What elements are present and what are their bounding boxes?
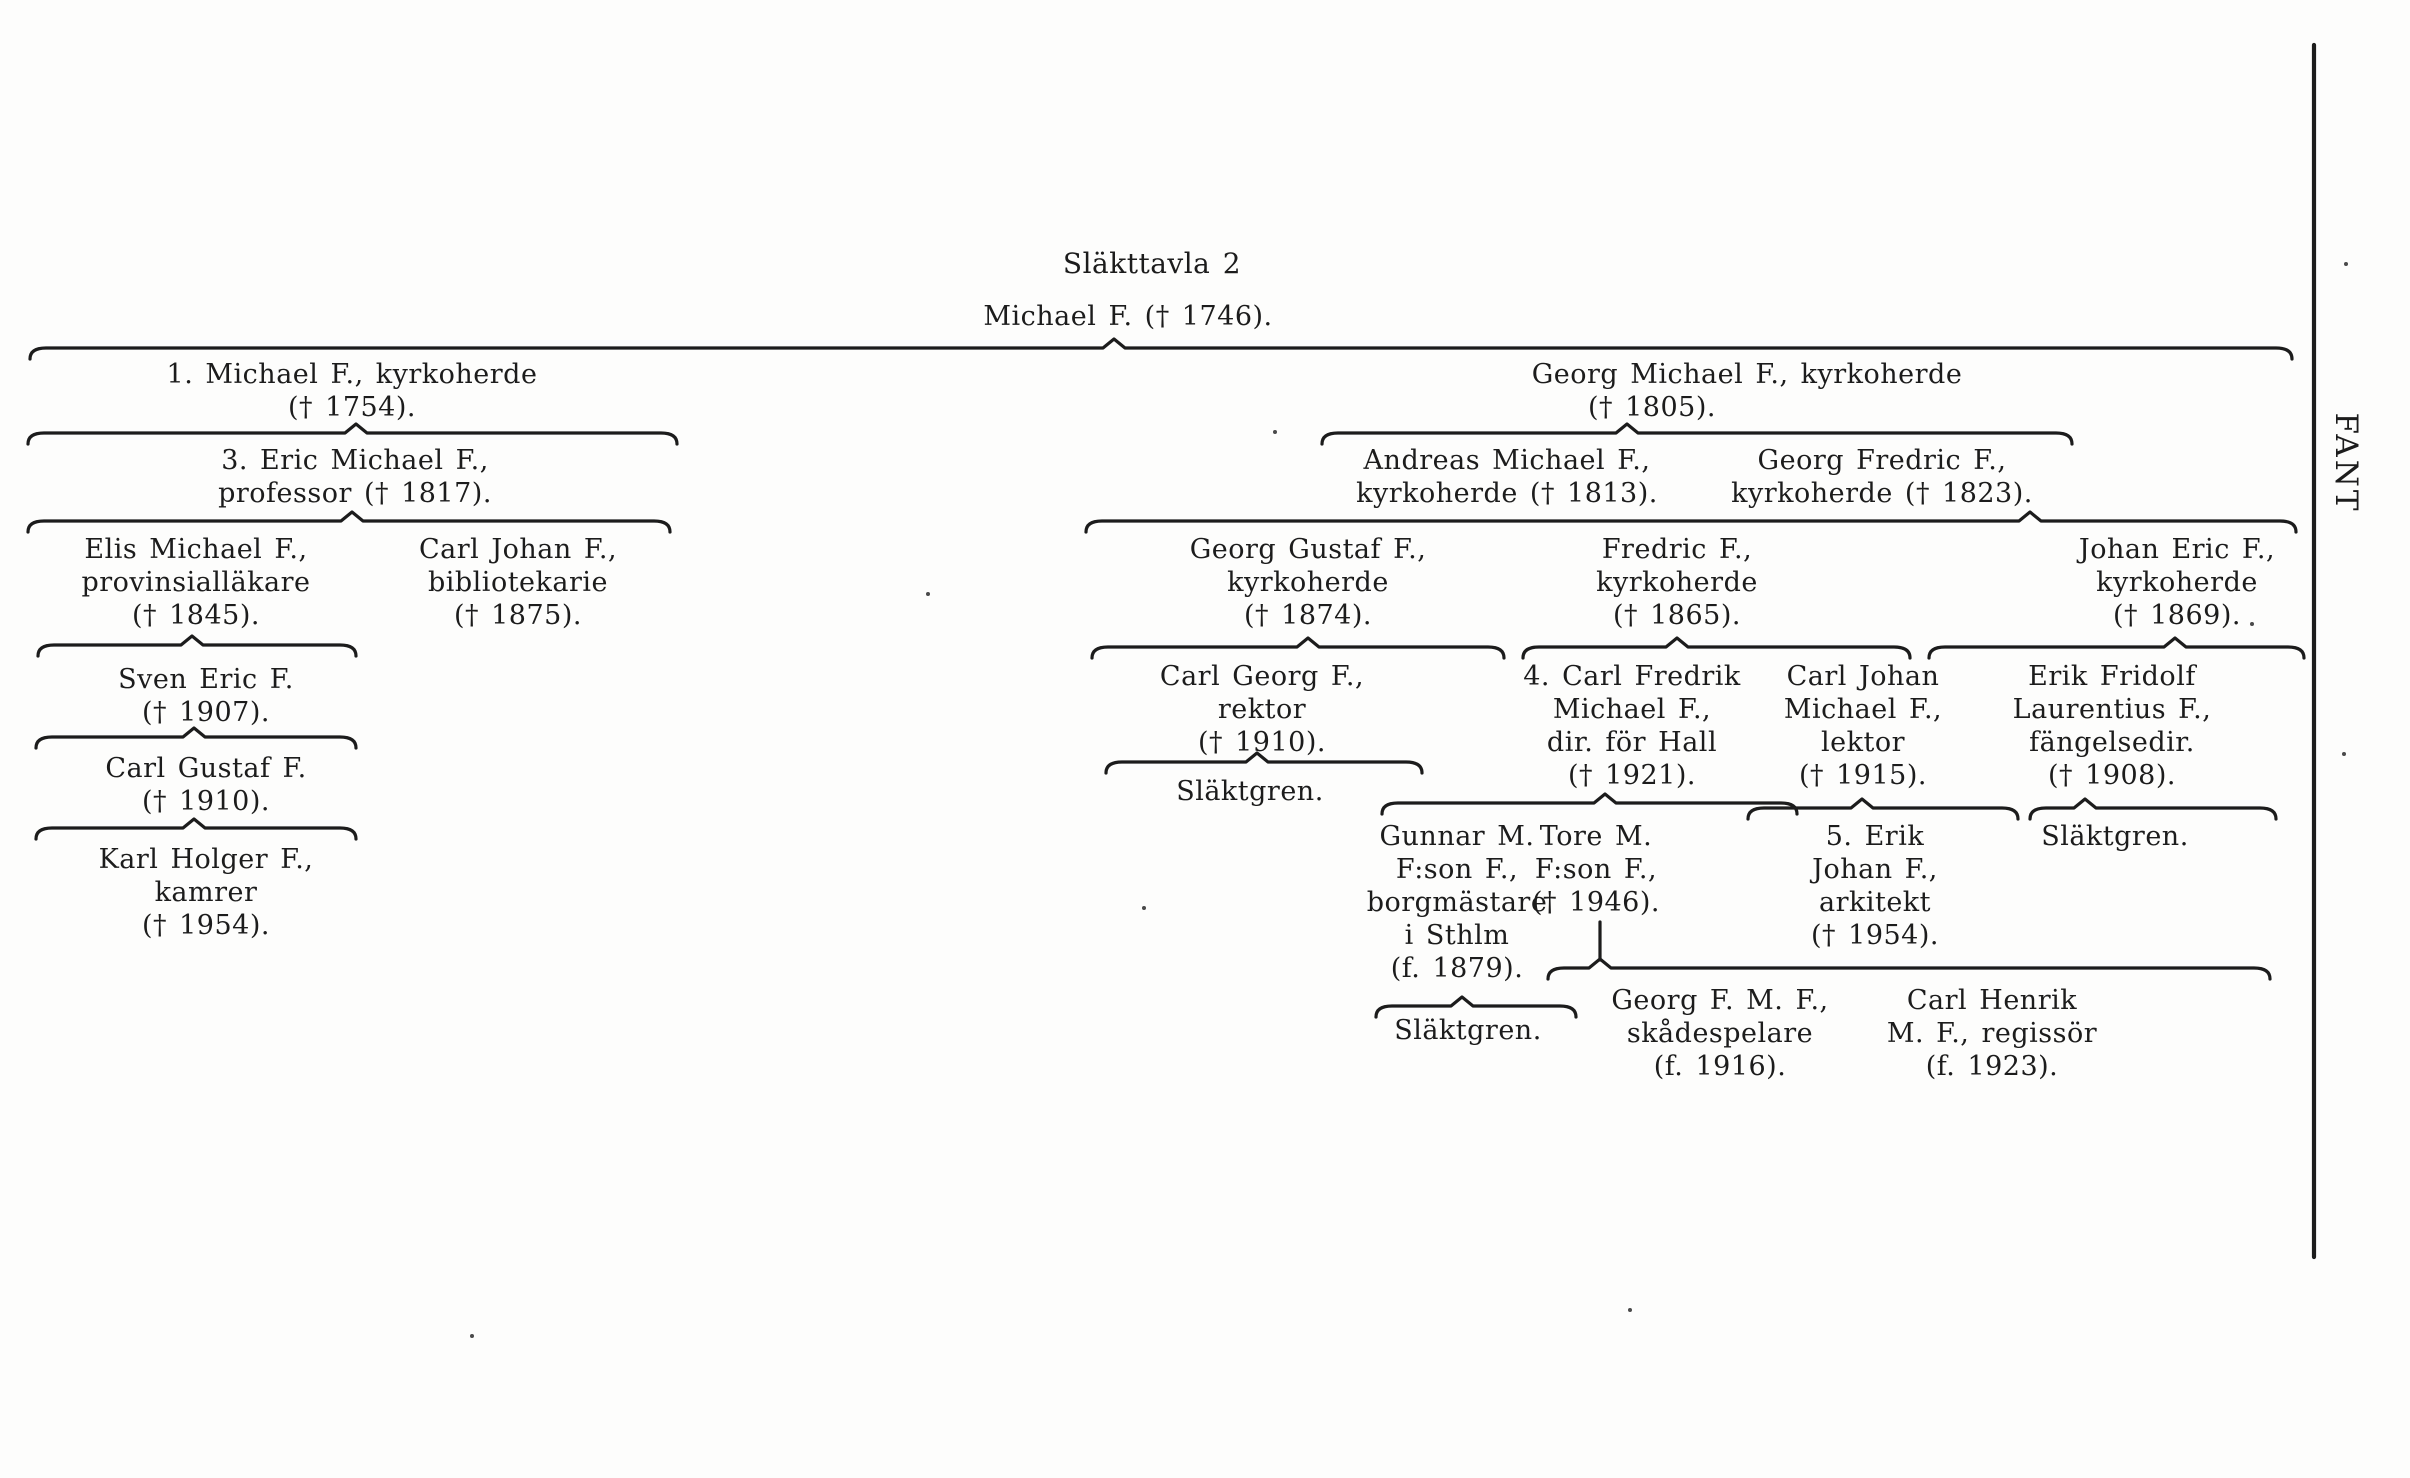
brace-sven-eric-1907 — [36, 728, 356, 748]
brace-tore-children — [1548, 959, 2270, 979]
page-title — [1063, 247, 1241, 280]
node-fredric-f-1865: Fredric F., kyrkoherde († 1865). — [1596, 534, 1758, 631]
node-carl-georg-f-1910: Carl Georg F., rektor († 1910). — [1159, 661, 1365, 758]
brace-johan-eric-1869 — [1929, 638, 2304, 658]
node-carl-johan-f-1875: Carl Johan F., bibliotekarie († 1875). — [418, 534, 618, 631]
brace-erik-fridolf-1908 — [2030, 799, 2276, 819]
print-artifact-dot — [2344, 262, 2348, 266]
brace-michael-1754 — [28, 424, 677, 444]
print-artifact-dot — [1628, 1308, 1632, 1312]
node-georg-gustaf-f-1874: Georg Gustaf F., kyrkoherde († 1874). — [1189, 534, 1427, 631]
print-artifact-dot — [2342, 752, 2346, 756]
node-slaktgren-erik-fridolf: Släktgren. — [2041, 821, 2189, 852]
brace-georg-fredric-1823 — [1086, 512, 2296, 532]
node-carl-johan-michael-f-1915: Carl Johan Michael F., lektor († 1915). — [1783, 661, 1943, 791]
brace-carl-fredrik-1921 — [1382, 794, 1797, 814]
node-sven-eric-f-1907: Sven Eric F. († 1907). — [118, 664, 294, 728]
print-artifact-dot — [926, 592, 930, 596]
page-title-text: Släkttavla 2 — [1062, 247, 1242, 280]
print-artifact-dot — [1142, 906, 1146, 910]
brace-eric-michael-1817 — [28, 512, 670, 532]
node-erik-johan-f-arkitekt-1954: 5. Erik Johan F., arkitekt († 1954). — [1811, 821, 1939, 951]
node-elis-michael-f-1845: Elis Michael F., provinsialläkare († 1845). — [81, 534, 311, 631]
print-artifact-dot — [1273, 430, 1277, 434]
node-karl-holger-f-1954: Karl Holger F., kamrer († 1954). — [98, 844, 314, 941]
brace-carl-gustaf-1910 — [36, 819, 356, 839]
node-slaktgren-carl-georg: Släktgren. — [1176, 776, 1324, 807]
node-gunnar-m-fson-f-1879: Gunnar M. F:son F., borgmästare i Sthlm (f. 1879). — [1366, 821, 1548, 984]
brace-root — [30, 339, 2292, 359]
node-georg-fredric-f-1823: Georg Fredric F., kyrkoherde († 1823). — [1731, 445, 2033, 509]
node-slaktgren-gunnar: Släktgren. — [1394, 1015, 1542, 1046]
node-carl-fredrik-michael-f-1921: 4. Carl Fredrik Michael F., dir. för Hall († 1921). — [1523, 661, 1741, 791]
node-carl-gustaf-f-1910: Carl Gustaf F. († 1910). — [105, 753, 307, 817]
node-carl-henrik-m-f-1923: Carl Henrik M. F., regissör (f. 1923). — [1886, 985, 2098, 1082]
node-andreas-michael-f-1813: Andreas Michael F., kyrkoherde († 1813). — [1356, 445, 1658, 509]
brace-fredric-1865 — [1523, 638, 1910, 658]
node-eric-michael-f-1817: 3. Eric Michael F., professor († 1817). — [218, 445, 492, 509]
brace-elis-michael-1845 — [38, 636, 356, 656]
print-artifact-dot — [470, 1334, 474, 1338]
brace-georg-michael-1805 — [1322, 424, 2072, 444]
node-tore-m-fson-f-1946: Tore M. F:son F., († 1946). — [1532, 821, 1660, 918]
node-johan-eric-f-1869: Johan Eric F., kyrkoherde († 1869). — [2078, 534, 2276, 631]
brace-georg-gustaf-1874 — [1092, 638, 1504, 658]
margin-label-fant: FANT — [2328, 412, 2364, 514]
node-erik-fridolf-laurentius-f-1908: Erik Fridolf Laurentius F., fängelsedir. († 1908). — [2012, 661, 2212, 791]
node-root-michael-f-1746: Michael F. († 1746). — [983, 301, 1273, 332]
brace-carl-johan-1915 — [1748, 799, 2018, 819]
node-georg-f-m-f-1916: Georg F. M. F., skådespelare (f. 1916). — [1611, 985, 1829, 1082]
print-artifact-dot — [2250, 622, 2254, 626]
node-georg-michael-f-1805: Georg Michael F., kyrkoherde († 1805). — [1531, 359, 1963, 423]
node-michael-f-1754: 1. Michael F., kyrkoherde († 1754). — [166, 359, 538, 423]
